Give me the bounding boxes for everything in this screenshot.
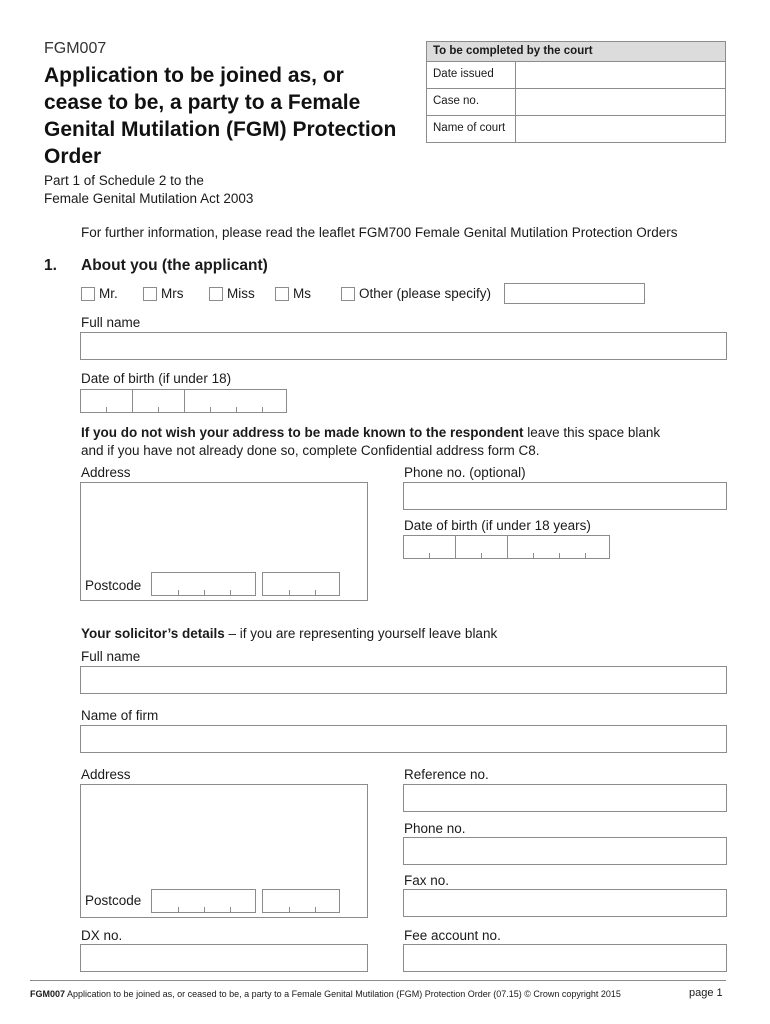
date-issued-field[interactable]: [516, 62, 725, 88]
info-text: For further information, please read the leaflet FGM700 Female Genital Mutilation Protection Orders: [81, 225, 678, 240]
solicitor-heading: [81, 626, 497, 641]
solicitor-heading-bold: Your solicitor’s details: [81, 626, 225, 641]
option-label: Miss: [227, 286, 255, 301]
reference-label: Reference no.: [404, 767, 489, 782]
solicitor-postcode-input-1[interactable]: [151, 889, 256, 913]
court-box-heading: To be completed by the court: [427, 42, 725, 62]
footer-divider: [30, 980, 726, 981]
phone-label: Phone no. (optional): [404, 465, 526, 480]
dob-label: Date of birth (if under 18): [81, 371, 232, 386]
solicitor-full-name-label: Full name: [81, 649, 141, 664]
phone-input[interactable]: [403, 482, 727, 510]
solicitor-full-name-input[interactable]: [80, 666, 727, 694]
fee-account-label: Fee account no.: [404, 928, 501, 943]
dx-label: DX no.: [81, 928, 123, 943]
postcode-input-1[interactable]: [151, 572, 256, 596]
address-privacy-note: [81, 424, 741, 460]
option-label: Mrs: [161, 286, 184, 301]
page-number: page 1: [689, 987, 723, 999]
checkbox[interactable]: [341, 287, 355, 301]
checkbox[interactable]: [143, 287, 157, 301]
full-name-label: Full name: [81, 315, 141, 330]
court-row-name-of-court: [427, 116, 725, 143]
case-no-field[interactable]: [516, 89, 725, 115]
subtitle: [44, 172, 253, 208]
court-row-case-no: [427, 89, 725, 116]
fax-input[interactable]: [403, 889, 727, 917]
postcode-label: Postcode: [85, 578, 142, 593]
dob-18-input[interactable]: [403, 535, 610, 559]
title-option-mrs[interactable]: [143, 286, 184, 301]
title-option-miss[interactable]: [209, 286, 255, 301]
checkbox[interactable]: [275, 287, 289, 301]
note-bold: If you do not wish your address to be made known to the respondent: [81, 425, 524, 440]
postcode-input-2[interactable]: [262, 572, 340, 596]
footer-text: [30, 989, 621, 999]
checkbox[interactable]: [81, 287, 95, 301]
option-label: Mr.: [99, 286, 118, 301]
solicitor-postcode-input-2[interactable]: [262, 889, 340, 913]
dob-input[interactable]: [80, 389, 287, 413]
court-row-date-issued: [427, 62, 725, 89]
footer-description: Application to be joined as, or ceased to be, a party to a Female Genital Mutilation (FGM) Protection Order (07.15) © Crown copyright 2015: [65, 989, 621, 999]
full-name-input[interactable]: [80, 332, 727, 360]
other-title-input[interactable]: [504, 283, 645, 304]
footer-code: FGM007: [30, 989, 66, 999]
section-number: 1.: [44, 257, 57, 274]
option-label: Ms: [293, 286, 311, 301]
solicitor-phone-input[interactable]: [403, 837, 727, 865]
name-of-court-field[interactable]: [516, 116, 725, 143]
subtitle-line-1: Part 1 of Schedule 2 to the: [44, 173, 204, 188]
subtitle-line-2: Female Genital Mutilation Act 2003: [44, 191, 254, 206]
dob-18-label: Date of birth (if under 18 years): [404, 518, 591, 533]
title-option-other[interactable]: [341, 286, 491, 301]
option-label: Other (please specify): [359, 286, 492, 301]
solicitor-postcode-label: Postcode: [85, 893, 142, 908]
fax-label: Fax no.: [404, 873, 450, 888]
section-title: About you (the applicant): [81, 257, 268, 274]
firm-input[interactable]: [80, 725, 727, 753]
reference-input[interactable]: [403, 784, 727, 812]
checkbox[interactable]: [209, 287, 223, 301]
solicitor-heading-rest: – if you are representing yourself leave blank: [224, 626, 498, 641]
court-use-box: [426, 41, 726, 143]
address-label: Address: [81, 465, 131, 480]
title-option-ms[interactable]: [275, 286, 311, 301]
fee-account-input[interactable]: [403, 944, 727, 972]
solicitor-address-label: Address: [81, 767, 131, 782]
note-line-2: and if you have not already done so, complete Confidential address form C8.: [81, 443, 540, 458]
court-row-label: Date issued: [427, 62, 516, 88]
title-option-mr[interactable]: [81, 286, 118, 301]
firm-label: Name of firm: [81, 708, 159, 723]
court-row-label: Name of court: [427, 116, 516, 143]
note-rest: leave this space blank: [523, 425, 661, 440]
page-title: Application to be joined as, or cease to be, a party to a Female Genital Mutilation (FGM) Protection Order: [44, 64, 397, 168]
dx-input[interactable]: [80, 944, 368, 972]
form-code: FGM007: [44, 40, 107, 57]
court-row-label: Case no.: [427, 89, 516, 115]
solicitor-phone-label: Phone no.: [404, 821, 466, 836]
